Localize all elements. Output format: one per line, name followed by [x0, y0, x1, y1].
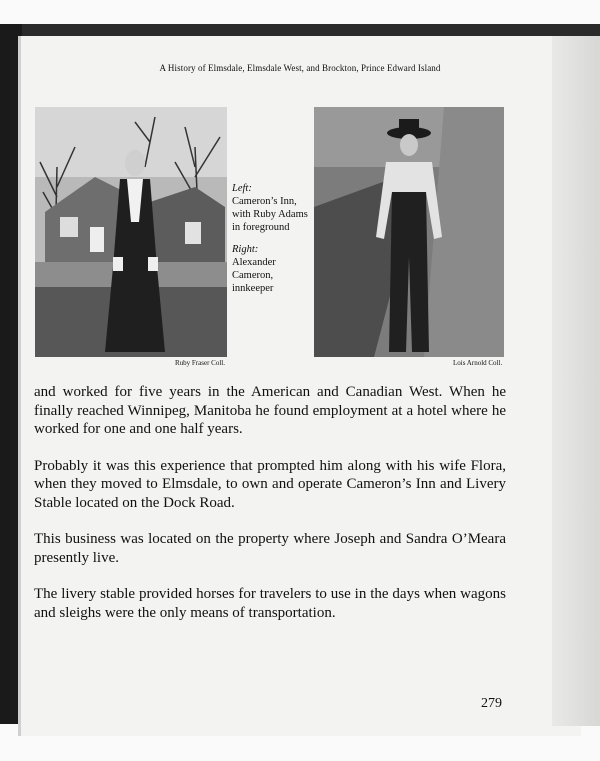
photo-alexander-cameron	[314, 107, 504, 357]
body-paragraph: and worked for five years in the American and Canadian West. When he finally reached Winnipeg, Manitoba he found employment at a hotel where he worked for one and one half years.	[34, 384, 506, 437]
page-edge-shadow	[552, 36, 600, 726]
photo-camerons-inn-image	[35, 107, 227, 357]
photo-caption	[232, 182, 312, 304]
photo-credit-right: Lois Arnold Coll.	[453, 359, 503, 367]
photo-camerons-inn	[35, 107, 227, 357]
caption-right-text: Alexander Cameron, innkeeper	[232, 257, 276, 294]
caption-left-text: Cameron’s Inn, with Ruby Adams in foreground	[232, 196, 308, 233]
page-number: 279	[481, 696, 502, 711]
body-paragraph: This business was located on the property where Joseph and Sandra O’Meara presently live.	[34, 531, 506, 566]
body-paragraph: Probably it was this experience that prompted him along with his wife Flora, when they moved to Elmsdale, to own and operate Cameron’s Inn and Livery Stable located on the Dock Road.	[34, 457, 506, 511]
photo-alexander-cameron-image	[314, 107, 504, 357]
running-head: A History of Elmsdale, Elmsdale West, and Brockton, Prince Edward Island	[159, 63, 441, 73]
body-paragraph: The livery stable provided horses for travelers to use in the days when wagons and sleighs were the only means of transportation.	[34, 586, 506, 621]
photo-credit-left: Ruby Fraser Coll.	[175, 359, 225, 367]
caption-left-label: Left:	[232, 183, 252, 194]
caption-right-label: Right:	[232, 244, 259, 255]
body-text	[34, 383, 506, 640]
